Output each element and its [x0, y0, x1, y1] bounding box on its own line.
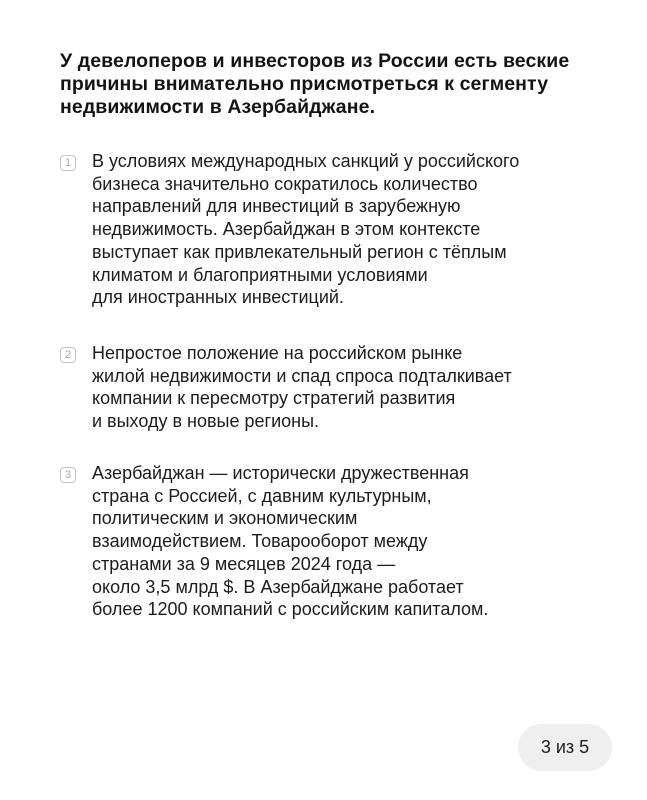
point-text-line: компании к пересмотру стратегий развития	[92, 388, 456, 409]
point-text	[92, 150, 617, 309]
point-text-line: около 3,5 млрд $. В Азербайджане работает	[92, 576, 464, 597]
point-text-line: Непростое положение на российском рынке	[92, 343, 463, 363]
point-text-line: выступает как привлекательный регион с тёплым	[92, 241, 507, 262]
point-text-line: политическим и экономическим	[92, 508, 358, 529]
point-text-line: Азербайджан — исторически дружественная	[92, 463, 469, 483]
point-text-line: и выходу в новые регионы.	[92, 411, 320, 432]
point-text-line: климатом и благоприятными условиями	[92, 264, 428, 285]
point-text-line: недвижимость. Азербайджан в этом контексте	[92, 219, 481, 240]
point-text-line: В условиях международных санкций у российского	[92, 151, 520, 171]
point-text	[92, 462, 617, 621]
point-text-line: более 1200 компаний с российским капиталом.	[92, 599, 489, 620]
point-text-line: странами за 9 месяцев 2024 года —	[92, 553, 396, 574]
point-number-badge: 1	[60, 155, 76, 171]
point-text-line: направлений для инвестиций в зарубежную	[92, 196, 461, 217]
point-text-line: бизнеса значительно сократилось количество	[92, 173, 478, 194]
page-indicator: 3 из 5	[518, 724, 612, 771]
point-text	[92, 342, 617, 433]
headline-line: У девелоперов и инвесторов из России есть веские	[60, 50, 570, 72]
point-text-line: страна с Россией, с давним культурным,	[92, 485, 432, 506]
headline-line: недвижимости в Азербайджане.	[60, 96, 376, 118]
headline-line: причины внимательно присмотреться к сегменту	[60, 73, 549, 95]
point-number-badge: 3	[60, 467, 76, 483]
point-text-line: взаимодействием. Товарооборот между	[92, 531, 428, 552]
point-text-line: для иностранных инвестиций.	[92, 287, 344, 308]
headline	[60, 50, 600, 119]
point-text-line: жилой недвижимости и спад спроса подталкивает	[92, 365, 512, 386]
point-number-badge: 2	[60, 347, 76, 363]
